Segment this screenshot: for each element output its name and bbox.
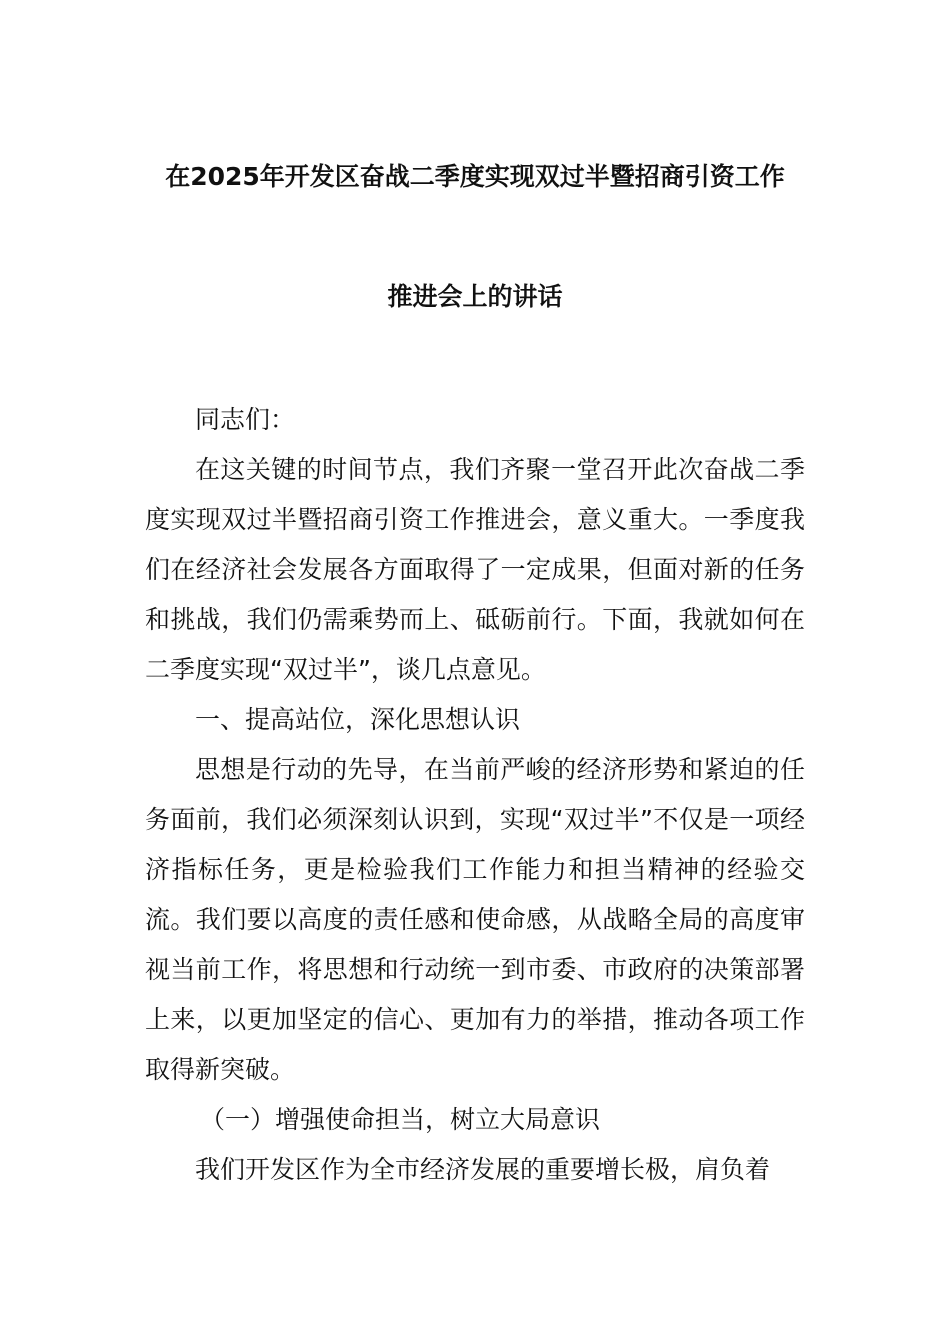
subsection-heading-1: （一）增强使命担当，树立大局意识 xyxy=(200,1105,601,1134)
salutation: 同志们： xyxy=(195,405,296,434)
subsection-1-paragraph: 我们开发区作为全市经济发展的重要增长极，肩负着 xyxy=(195,1155,771,1184)
document-title-line-2: 推进会上的讲话 xyxy=(387,282,563,311)
section-1-paragraph: 思想是行动的先导，在当前严峻的经济形势和紧迫的任务面前，我们必须深刻认识到，实现“双过半”不仅是一项经济指标任务，更是检验我们工作能力和担当精神的经验交流。我们要以高度的责任感和使命感，从战略全局的高度审视当前工作，将思想和行动统一到市委、市政府的决策部署上来，以更加坚定的信心、更加有力的举措，推动各项工作取得新突破。 xyxy=(145,755,805,1084)
document-title-line-1: 在2025年开发区奋战二季度实现双过半暨招商引资工作 xyxy=(165,162,785,191)
document-body xyxy=(145,395,805,1195)
opening-paragraph: 在这关键的时间节点，我们齐聚一堂召开此次奋战二季度实现双过半暨招商引资工作推进会，意义重大。一季度我们在经济社会发展各方面取得了一定成果，但面对新的任务和挑战，我们仍需乘势而上、砥砺前行。下面，我就如何在二季度实现“双过半”，谈几点意见。 xyxy=(145,455,805,684)
section-heading-1: 一、提高站位，深化思想认识 xyxy=(195,705,521,734)
